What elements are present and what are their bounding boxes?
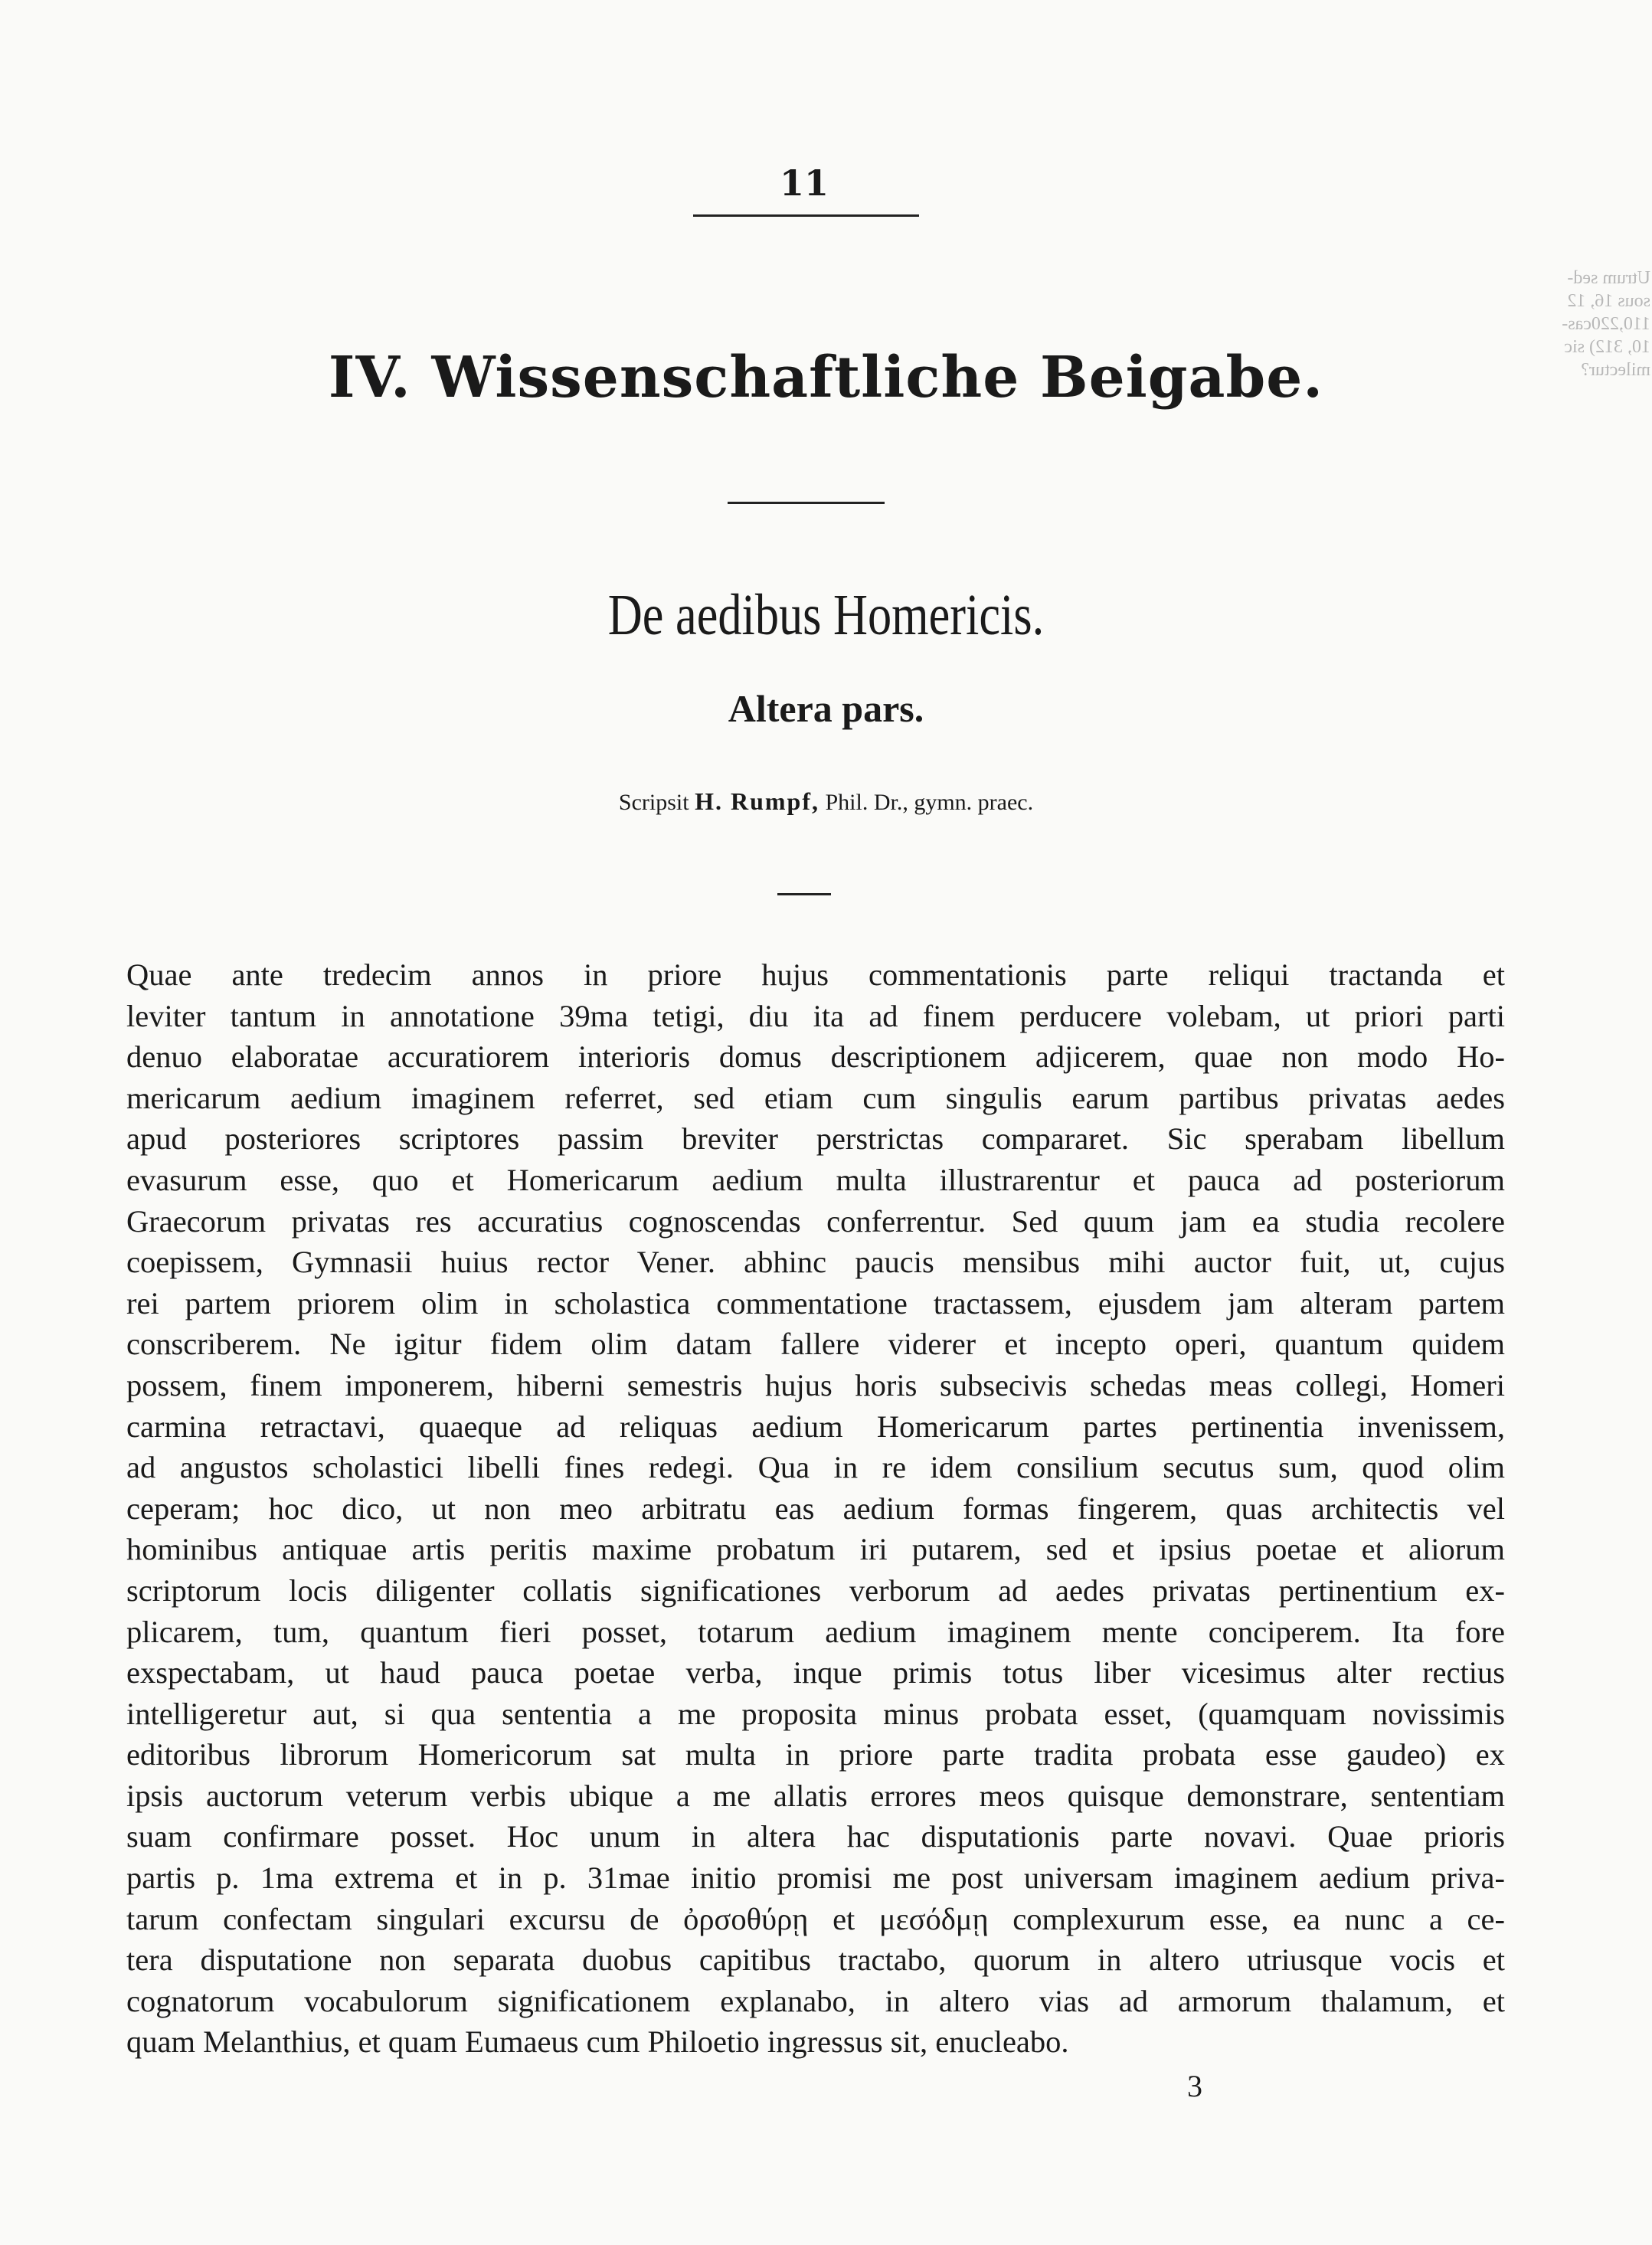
body-text <box>126 954 1505 2063</box>
body-line: partis p. 1ma extrema et in p. 31mae initio promisi me post universam imaginem aedium priva- <box>126 1860 1505 1896</box>
body-line: plicarem, tum, quantum fieri posset, totarum aedium imaginem mente conciperem. Ita fore <box>126 1614 1505 1649</box>
body-line: rei partem priorem olim in scholastica commentatione tractassem, ejusdem jam alteram partem <box>126 1285 1505 1320</box>
section-title: IV. Wissenschaftliche Beigabe. <box>328 345 1324 411</box>
bleed-line: 10, 312) sic <box>1564 337 1650 357</box>
body-line: quam Melanthius, et quam Eumaeus cum Philoetio ingressus sit, enucleabo. <box>126 2024 1069 2060</box>
body-line: possem, finem imponerem, hiberni semestris hujus horis subsecivis schedas meas collegi, Homeri <box>126 1367 1505 1402</box>
body-line: editoribus librorum Homericorum sat multa in priore parte tradita probata esse gaudeo) ex <box>126 1737 1505 1772</box>
bleed-line: Utrum sed- <box>1567 268 1650 288</box>
signature-mark: 3 <box>1187 2069 1202 2103</box>
body-line: Graecorum privatas res accuratius cognoscendas conferrentur. Sed quum jam ea studia recolere <box>126 1203 1505 1239</box>
page-number: 11 <box>779 162 829 204</box>
body-line: ceperam; hoc dico, ut non meo arbitratu eas aedium formas fingerem, quas architectis vel <box>126 1491 1505 1526</box>
top-rule <box>693 214 919 217</box>
body-line: leviter tantum in annotatione 39ma tetigi, diu ita ad finem perducere volebam, ut priori parti <box>126 998 1505 1033</box>
body-line: tarum confectam singulari excursu de ὀρσοθύρῃ et μεσόδμῃ complexurum esse, ea nunc a ce- <box>126 1901 1505 1936</box>
bleed-line: 110,220cas- <box>1562 314 1650 334</box>
author-name: H. Rumpf, <box>695 787 819 815</box>
body-line: apud posteriores scriptores passim breviter perstrictas compararet. Sic sperabam libellum <box>126 1121 1505 1157</box>
body-line: coepissem, Gymnasii huius rector Vener. abhinc paucis mensibus mihi auctor fuit, ut, cujus <box>126 1245 1505 1280</box>
author-line <box>0 787 1652 816</box>
body-line: intelligeretur aut, si qua sententia a me proposita minus probata esset, (quamquam novissimis <box>126 1696 1505 1731</box>
body-line: mericarum aedium imaginem referret, sed etiam cum singulis earum partibus privatas aedes <box>126 1080 1505 1115</box>
body-line: conscriberem. Ne igitur fidem olim datam fallere viderer et incepto operi, quantum quidem <box>126 1327 1505 1362</box>
bleed-line: milectur? <box>1581 360 1650 380</box>
body-line: evasurum esse, quo et Homericarum aedium multa illustrarentur et pauca ad posteriorum <box>126 1162 1505 1197</box>
bleed-line: sous 16, 12 <box>1567 291 1650 311</box>
author-suffix: Phil. Dr., gymn. praec. <box>825 790 1034 815</box>
bleed-through-text <box>1520 267 1650 381</box>
body-line: hominibus antiquae artis peritis maxime probatum iri putarem, sed et ipsius poetae et aliorum <box>126 1532 1505 1567</box>
author-prefix: Scripsit <box>618 790 689 815</box>
author-rule <box>777 893 831 895</box>
body-line: ipsis auctorum veterum verbis ubique a me allatis errores meos quisque demonstrare, sententiam <box>126 1778 1505 1813</box>
subtitle: Altera pars. <box>728 687 924 730</box>
body-line: suam confirmare posset. Hoc unum in altera hac disputationis parte novavi. Quae prioris <box>126 1819 1505 1854</box>
body-line: ad angustos scholastici libelli fines redegi. Qua in re idem consilium secutus sum, quod olim <box>126 1450 1505 1485</box>
body-line: tera disputatione non separata duobus capitibus tractabo, quorum in altero utriusque vocis et <box>126 1942 1505 1978</box>
main-title: De aedibus Homericis. <box>607 583 1045 647</box>
body-line: carmina retractavi, quaeque ad reliquas aedium Homericarum partes pertinentia invenissem, <box>126 1409 1505 1444</box>
body-line: denuo elaboratae accuratiorem interioris domus descriptionem adjicerem, quae non modo Ho- <box>126 1039 1505 1075</box>
title-rule <box>728 502 885 504</box>
body-line: cognatorum vocabulorum significationem explanabo, in altero vias ad armorum thalamum, et <box>126 1983 1505 2018</box>
body-line: scriptorum locis diligenter collatis significationes verborum ad aedes privatas pertinentium ex- <box>126 1572 1505 1608</box>
body-line: exspectabam, ut haud pauca poetae verba, inque primis totus liber vicesimus alter rectius <box>126 1655 1505 1690</box>
body-line: Quae ante tredecim annos in priore hujus commentationis parte reliqui tractanda et <box>126 957 1505 992</box>
